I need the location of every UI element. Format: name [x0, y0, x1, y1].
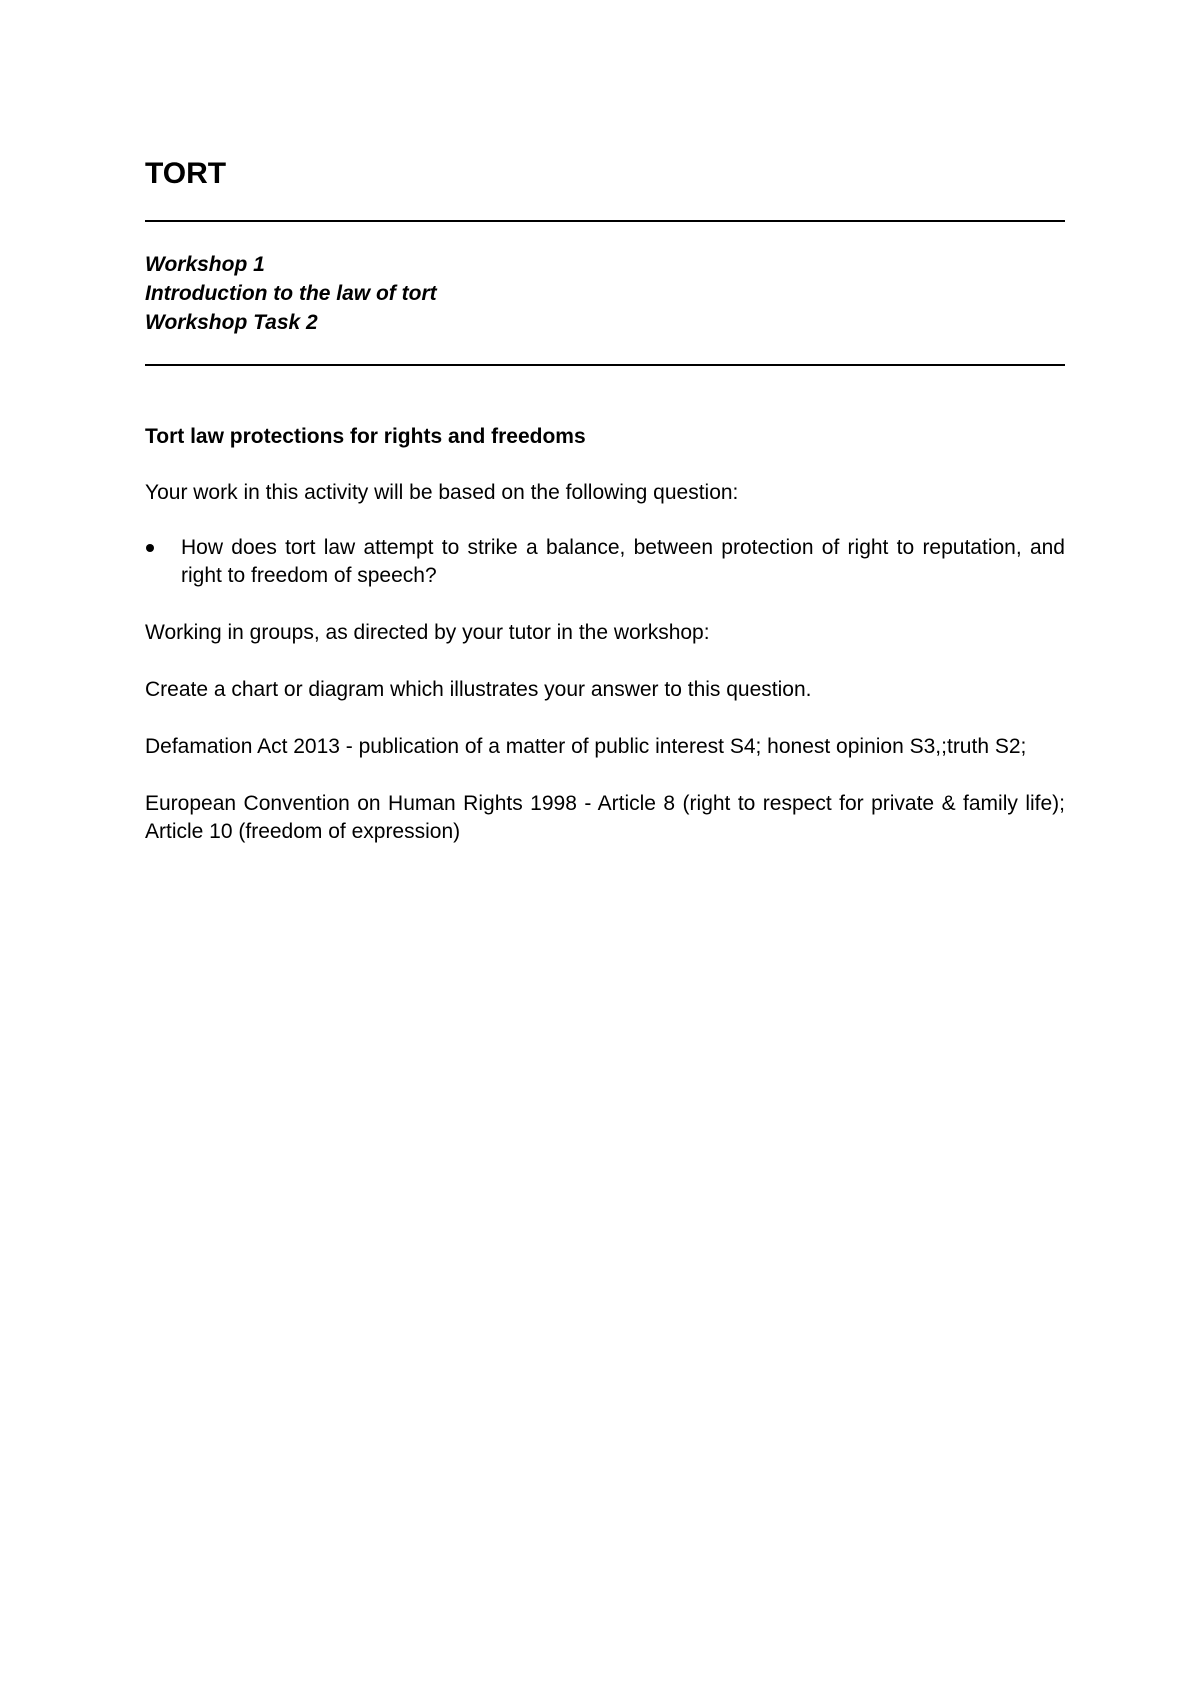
- working-groups-paragraph: Working in groups, as directed by your tutor in the workshop:: [145, 621, 710, 644]
- workshop-info: [145, 250, 1065, 337]
- workshop-topic: Introduction to the law of tort: [145, 282, 437, 305]
- bottom-divider: [145, 364, 1065, 366]
- create-chart-paragraph: Create a chart or diagram which illustrates your answer to this question.: [145, 678, 812, 701]
- document-title: TORT: [145, 157, 227, 190]
- top-divider: [145, 220, 1065, 222]
- defamation-act-paragraph: Defamation Act 2013 - publication of a matter of public interest S4; honest opinion S3,;truth S2;: [145, 735, 1027, 758]
- echr-paragraph: European Convention on Human Rights 1998 - Article 8 (right to respect for private & family life); Article 10 (freedom of expression): [145, 792, 1065, 843]
- workshop-number: Workshop 1: [145, 253, 265, 276]
- bullet-icon: [146, 544, 154, 552]
- document-page: [145, 150, 1065, 846]
- list-item: [145, 534, 1065, 590]
- workshop-task: Workshop Task 2: [145, 311, 318, 334]
- question-list: [145, 534, 1065, 590]
- intro-paragraph: Your work in this activity will be based on the following question:: [145, 481, 739, 504]
- question-text: How does tort law attempt to strike a balance, between protection of right to reputation, and right to freedom of speech?: [181, 536, 1065, 587]
- section-heading: Tort law protections for rights and freedoms: [145, 425, 586, 448]
